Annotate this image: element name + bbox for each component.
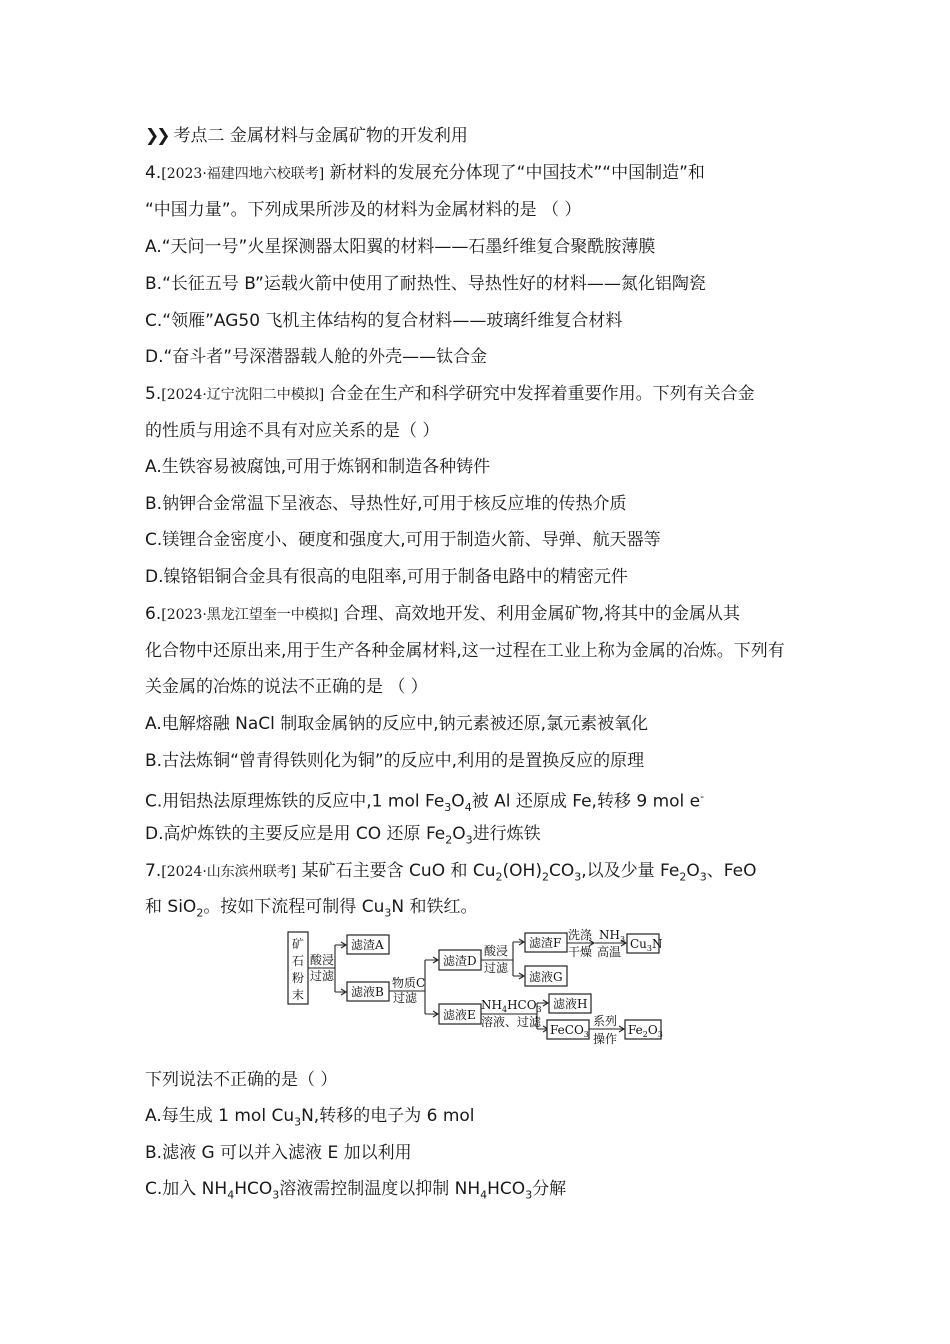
subscript: 3: [294, 1115, 302, 1129]
subscript: 4: [480, 1188, 488, 1202]
label-series: 系列: [593, 1014, 618, 1028]
label-acid-leach: 酸浸: [484, 944, 509, 958]
q7-text: 。按如下流程可制得 Cu: [203, 897, 385, 917]
subscript: 3: [444, 801, 452, 815]
filtrate-g-label: 滤液G: [529, 970, 563, 984]
arrow-head: [433, 957, 438, 1017]
ore-char: 矿: [292, 937, 305, 951]
subscript: 3: [699, 870, 707, 884]
q7-text: CO: [548, 861, 575, 881]
q6-d-text: D.高炉炼铁的主要反应是用 CO 还原 Fe: [145, 824, 446, 844]
subscript: 3: [384, 906, 392, 920]
q7-text: 、FeO: [706, 861, 757, 881]
q5-stem-text: 合金在生产和科学研究中发挥着重要作用。下列有关合金: [329, 384, 755, 404]
q7-option-a: [145, 1105, 475, 1133]
q7-text: 和 SiO: [145, 897, 197, 917]
label-filter: 过滤: [393, 991, 418, 1005]
q5-option-d: D.镍铬铝铜合金具有很高的电阻率,可用于制备电路中的精密元件: [145, 567, 628, 587]
q6-stem-line1: [145, 603, 740, 626]
subscript: 3: [465, 833, 473, 847]
q7-a-text: N,转移的电子为 6 mol: [301, 1106, 475, 1126]
q6-stem-text: 合理、高效地开发、利用金属矿物,将其中的金属从其: [343, 604, 741, 624]
ore-char: 石: [292, 954, 305, 968]
q4-stem-text: 新材料的发展充分体现了“中国技术”“中国制造”和: [329, 163, 705, 183]
subscript: 2: [445, 833, 453, 847]
ore-char: 粉: [292, 971, 305, 985]
arrow-head: [341, 942, 346, 995]
subscript: 2: [679, 870, 687, 884]
label-nh3: $NH_3$: [599, 928, 626, 944]
q6-number: 6.: [145, 604, 162, 624]
q5-number: 5.: [145, 384, 162, 404]
q6-option-c: [145, 786, 704, 819]
q7-text: 某矿石主要含 CuO 和 Cu: [301, 861, 496, 881]
subscript: 4: [464, 801, 472, 815]
feco3-label: FeCO$_3$: [550, 1023, 589, 1039]
q6-c-text: C.用铝热法原理炼铁的反应中,1 mol Fe: [145, 791, 445, 812]
label-acid-leach: 酸浸: [310, 953, 335, 967]
process-flow-diagram: [285, 928, 665, 1053]
q6-d-text: 进行炼铁: [472, 824, 541, 844]
arrow-head: [519, 939, 524, 979]
q4-option-b: B.“长征五号 B”运载火箭中使用了耐热性、导热性好的材料——氮化铝陶瓷: [145, 274, 706, 294]
q5-option-b: B.钠钾合金常温下呈液态、导热性好,可用于核反应堆的传热介质: [145, 494, 627, 514]
q6-c-text: O: [451, 791, 465, 812]
ore-char: 末: [292, 988, 305, 1002]
label-high-temp: 高温: [597, 945, 622, 959]
q6-stem-line2: 化合物中还原出来,用于生产各种金属材料,这一过程在工业上称为金属的冶炼。下列有: [145, 641, 785, 661]
label-filter: 过滤: [484, 961, 509, 975]
residue-f-label: 滤渣F: [529, 936, 562, 950]
q6-source: [2023·黑龙江望奎一中模拟]: [161, 607, 339, 623]
label-nh4hco3: $NH_4HCO_3$: [481, 998, 542, 1014]
q6-c-text: 被 Al 还原成 Fe,转移 9 mol e: [471, 791, 701, 812]
q7-text: N 和铁红。: [391, 897, 478, 917]
q7-text: (OH): [502, 861, 542, 881]
q4-option-a: A.“天问一号”火星探测器太阳翼的材料——石墨纤维复合聚酰胺薄膜: [145, 237, 656, 257]
chevron-right-icon: ❯❯: [145, 126, 168, 146]
section-title: 考点二 金属材料与金属矿物的开发利用: [173, 126, 468, 146]
q5-stem-line1: [145, 383, 755, 406]
q4-stem-line2: “中国力量”。下列成果所涉及的材料为金属材料的是 （ ）: [145, 200, 582, 220]
q7-number: 7.: [145, 861, 162, 881]
q7-stem-line2: [145, 896, 478, 924]
q7-c-text: HCO: [487, 1179, 526, 1199]
label-substance-c: 物质C: [392, 976, 426, 990]
superscript: -: [700, 790, 705, 803]
q7-stem-line1: [145, 860, 756, 888]
residue-d-label: 滤渣D: [443, 954, 477, 968]
cu3n-label: $Cu_3N$: [630, 937, 663, 953]
residue-a-label: 滤渣A: [351, 938, 384, 952]
q4-number: 4.: [145, 163, 162, 183]
filtrate-h-label: 滤液H: [553, 997, 588, 1011]
label-solution-filter: 溶液、过滤: [481, 1015, 542, 1029]
q5-option-c: C.镁锂合金密度小、硬度和强度大,可用于制造火箭、导弹、航天器等: [145, 530, 661, 550]
q4-option-d: D.“奋斗者”号深潜器载人舱的外壳——钛合金: [145, 347, 488, 367]
label-filter: 过滤: [310, 969, 335, 983]
q4-option-c: C.“领雁”AG50 飞机主体结构的复合材料——玻璃纤维复合材料: [145, 311, 623, 331]
subscript: 2: [541, 870, 549, 884]
fe2o3-label: $Fe_2O_3$: [628, 1023, 663, 1039]
q6-option-a: A.电解熔融 NaCl 制取金属钠的反应中,钠元素被还原,氯元素被氧化: [145, 714, 649, 734]
q5-option-a: A.生铁容易被腐蚀,可用于炼钢和制造各种铸件: [145, 457, 491, 477]
section-heading: [145, 125, 468, 147]
q7-c-text: C.加入 NH: [145, 1179, 228, 1199]
label-wash: 洗涤: [568, 928, 593, 942]
label-dry: 干燥: [568, 945, 593, 959]
q7-ask: 下列说法不正确的是（ ）: [145, 1070, 338, 1090]
filtrate-b-label: 滤液B: [351, 985, 384, 999]
q5-stem-line2: 的性质与用途不具有对应关系的是（ ）: [145, 421, 440, 441]
q7-option-b: B.滤液 G 可以并入滤液 E 加以利用: [145, 1143, 412, 1163]
q7-c-text: HCO: [234, 1179, 273, 1199]
subscript: 2: [196, 906, 204, 920]
label-operation: 操作: [593, 1032, 618, 1046]
q7-text: ,以及少量 Fe: [581, 861, 680, 881]
q6-option-d: [145, 823, 541, 851]
q6-stem-line3: 关金属的冶炼的说法不正确的是 （ ）: [145, 677, 428, 697]
subscript: 3: [525, 1188, 533, 1202]
q7-a-text: A.每生成 1 mol Cu: [145, 1106, 295, 1126]
q7-source: [2024·山东滨州联考]: [161, 864, 297, 880]
q4-stem-line1: [145, 162, 705, 185]
q6-option-b: B.古法炼铜“曾青得铁则化为铜”的反应中,利用的是置换反应的原理: [145, 751, 645, 771]
subscript: 3: [272, 1188, 280, 1202]
q7-c-text: 分解: [532, 1179, 567, 1199]
q4-source: [2023·福建四地六校联考]: [161, 166, 325, 182]
subscript: 4: [227, 1188, 235, 1202]
q5-source: [2024·辽宁沈阳二中模拟]: [161, 387, 325, 403]
subscript: 2: [495, 870, 503, 884]
q7-c-text: 溶液需控制温度以抑制 NH: [279, 1179, 481, 1199]
q6-d-text: O: [452, 824, 466, 844]
q7-option-c: [145, 1178, 566, 1206]
subscript: 3: [574, 870, 582, 884]
q7-text: O: [686, 861, 700, 881]
filtrate-e-label: 滤液E: [443, 1008, 476, 1022]
